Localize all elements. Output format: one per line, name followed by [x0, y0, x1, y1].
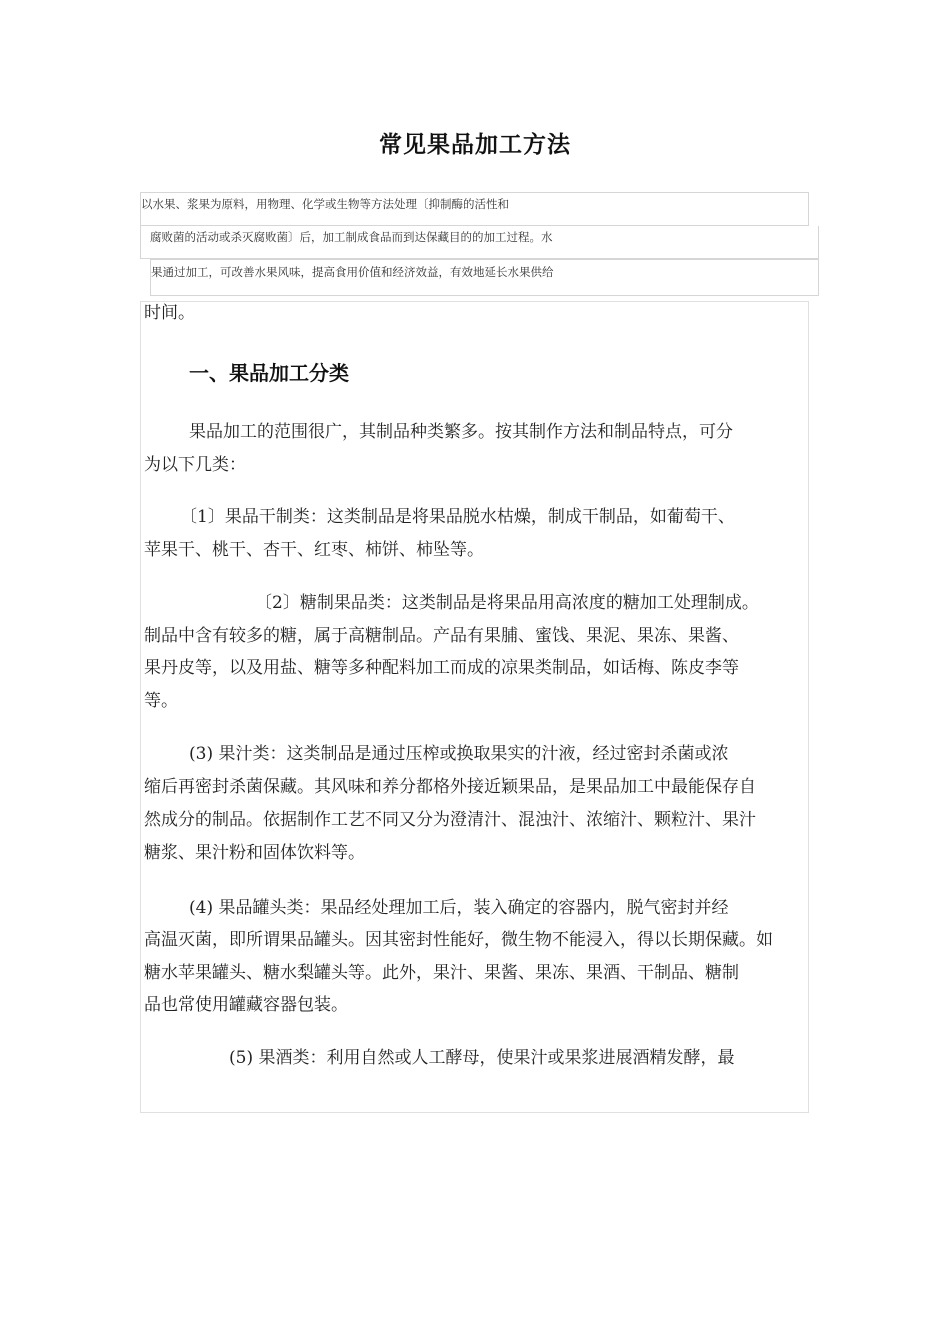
intro-line-box-1 — [140, 192, 809, 226]
paragraph-line: 制品中含有较多的糖，属于高糖制品。产品有果脯、蜜饯、果泥、果冻、果酱、 — [144, 626, 739, 646]
paragraph-line: 果丹皮等，以及用盐、糖等多种配料加工而成的凉果类制品，如话梅、陈皮李等 — [144, 658, 739, 678]
paragraph-line: 等。 — [144, 691, 178, 711]
intro-tail-line: 时间。 — [144, 303, 195, 323]
paragraph-line: 品也常使用罐藏容器包装。 — [144, 995, 348, 1015]
page-title: 常见果品加工方法 — [379, 132, 571, 158]
section-heading: 一、果品加工分类 — [189, 361, 349, 385]
paragraph-line: 缩后再密封杀菌保藏。其风味和养分都格外接近颖果品，是果品加工中最能保存自 — [144, 777, 756, 797]
intro-line-box-2 — [140, 226, 819, 259]
paragraph-line: 果品加工的范围很广，其制品种类繁多。按其制作方法和制品特点，可分 — [189, 422, 733, 442]
intro-line-2: 腐败菌的活动或杀灭腐败菌〕后，加工制成食品而到达保藏目的的加工过程。水 — [150, 230, 553, 244]
paragraph-line: 〔2〕糖制果品类：这类制品是将果品用高浓度的糖加工处理制成。 — [255, 593, 759, 613]
paragraph-line: (4) 果品罐头类：果品经处理加工后，装入确定的容器内，脱气密封并经 — [189, 898, 729, 918]
intro-line-box-3 — [150, 259, 819, 296]
paragraph-line: 苹果干、桃干、杏干、红枣、柿饼、柿坠等。 — [144, 540, 484, 560]
intro-line-3: 果通过加工，可改善水果风味，提高食用价值和经济效益，有效地延长水果供给 — [151, 265, 554, 279]
intro-line-1: 以水果、浆果为原料，用物理、化学或生物等方法处理〔抑制酶的活性和 — [141, 197, 509, 211]
paragraph-line: 〔1〕果品干制类：这类制品是将果品脱水枯燥，制成干制品，如葡萄干、 — [180, 507, 735, 527]
paragraph-line: (3) 果汁类：这类制品是通过压榨或换取果实的汁液，经过密封杀菌或浓 — [189, 744, 729, 764]
paragraph-line: 然成分的制品。依据制作工艺不同又分为澄清汁、混浊汁、浓缩汁、颗粒汁、果汁 — [144, 810, 756, 830]
paragraph-line: 为以下几类： — [144, 455, 246, 475]
paragraph-line: 糖水苹果罐头、糖水梨罐头等。此外，果汁、果酱、果冻、果酒、干制品、糖制 — [144, 963, 739, 983]
paragraph-line: 糖浆、果汁粉和固体饮料等。 — [144, 843, 365, 863]
paragraph-line: (5) 果酒类：利用自然或人工酵母，使果汁或果浆进展酒精发酵，最 — [229, 1048, 735, 1068]
paragraph-line: 高温灭菌，即所谓果品罐头。因其密封性能好，微生物不能浸入，得以长期保藏。如 — [144, 930, 773, 950]
